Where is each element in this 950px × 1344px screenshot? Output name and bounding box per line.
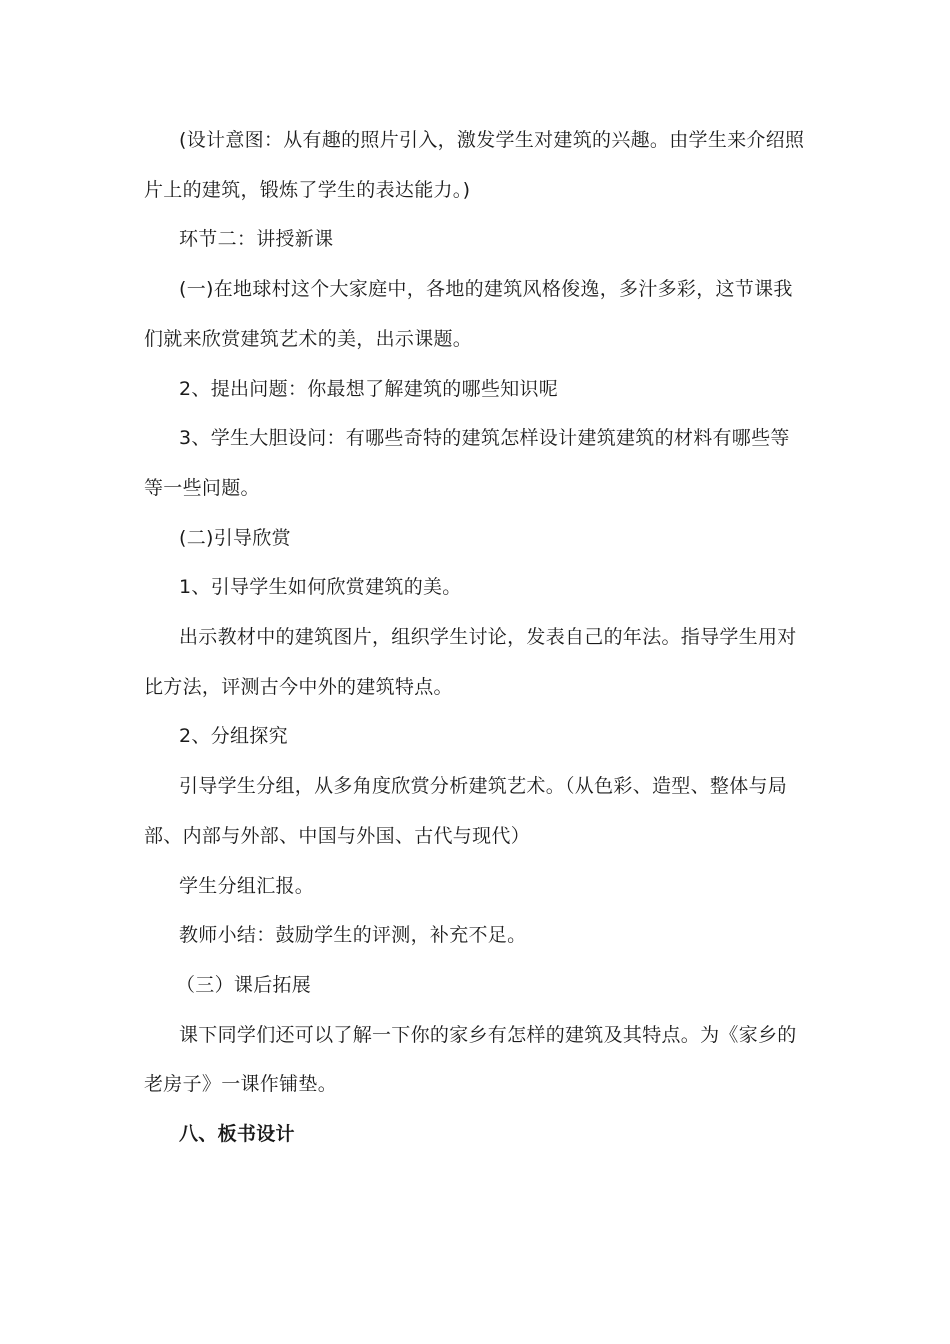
design-intent-paragraph: (设计意图：从有趣的照片引入，激发学生对建筑的兴趣。由学生来介绍照片上的建筑，锻炼了学生的表达能力。) [144,129,805,201]
teacher-summary-paragraph: 教师小结：鼓励学生的评测，补充不足。 [179,924,527,947]
extension-paragraph: 课下同学们还可以了解一下你的家乡有怎样的建筑及其特点。为《家乡的老房子》一课作铺垫。 [144,1023,797,1096]
document-body [144,116,806,1160]
group-report-paragraph: 学生分组汇报。 [179,874,315,897]
intro-paragraph: (一)在地球村这个大家庭中，各地的建筑风格俊逸，多汁多彩，这节课我们就来欣赏建筑艺术的美，出示课题。 [144,278,793,350]
group-analysis-paragraph: 引导学生分组，从多角度欣赏分析建筑艺术。（从色彩、造型、整体与局部、内部与外部、中国与外国、古代与现代） [144,775,788,847]
student-question-paragraph: 3、学生大胆设问：有哪些奇特的建筑怎样设计建筑建筑的材料有哪些等等一些问题。 [144,427,790,499]
group-inquiry-heading: 2、分组探究 [179,725,288,748]
board-design-heading: 八、板书设计 [179,1123,295,1146]
textbook-images-paragraph: 出示教材中的建筑图片，组织学生讨论，发表自己的年法。指导学生用对比方法，评测古今中外的建筑特点。 [144,626,797,698]
question-paragraph: 2、提出问题：你最想了解建筑的哪些知识呢 [179,377,559,400]
appreciation-step-1: 1、引导学生如何欣赏建筑的美。 [179,576,462,599]
guided-appreciation-heading: (二)引导欣赏 [179,526,291,549]
extension-heading: （三）课后拓展 [176,973,312,996]
section-heading-teaching: 环节二：讲授新课 [179,228,334,251]
